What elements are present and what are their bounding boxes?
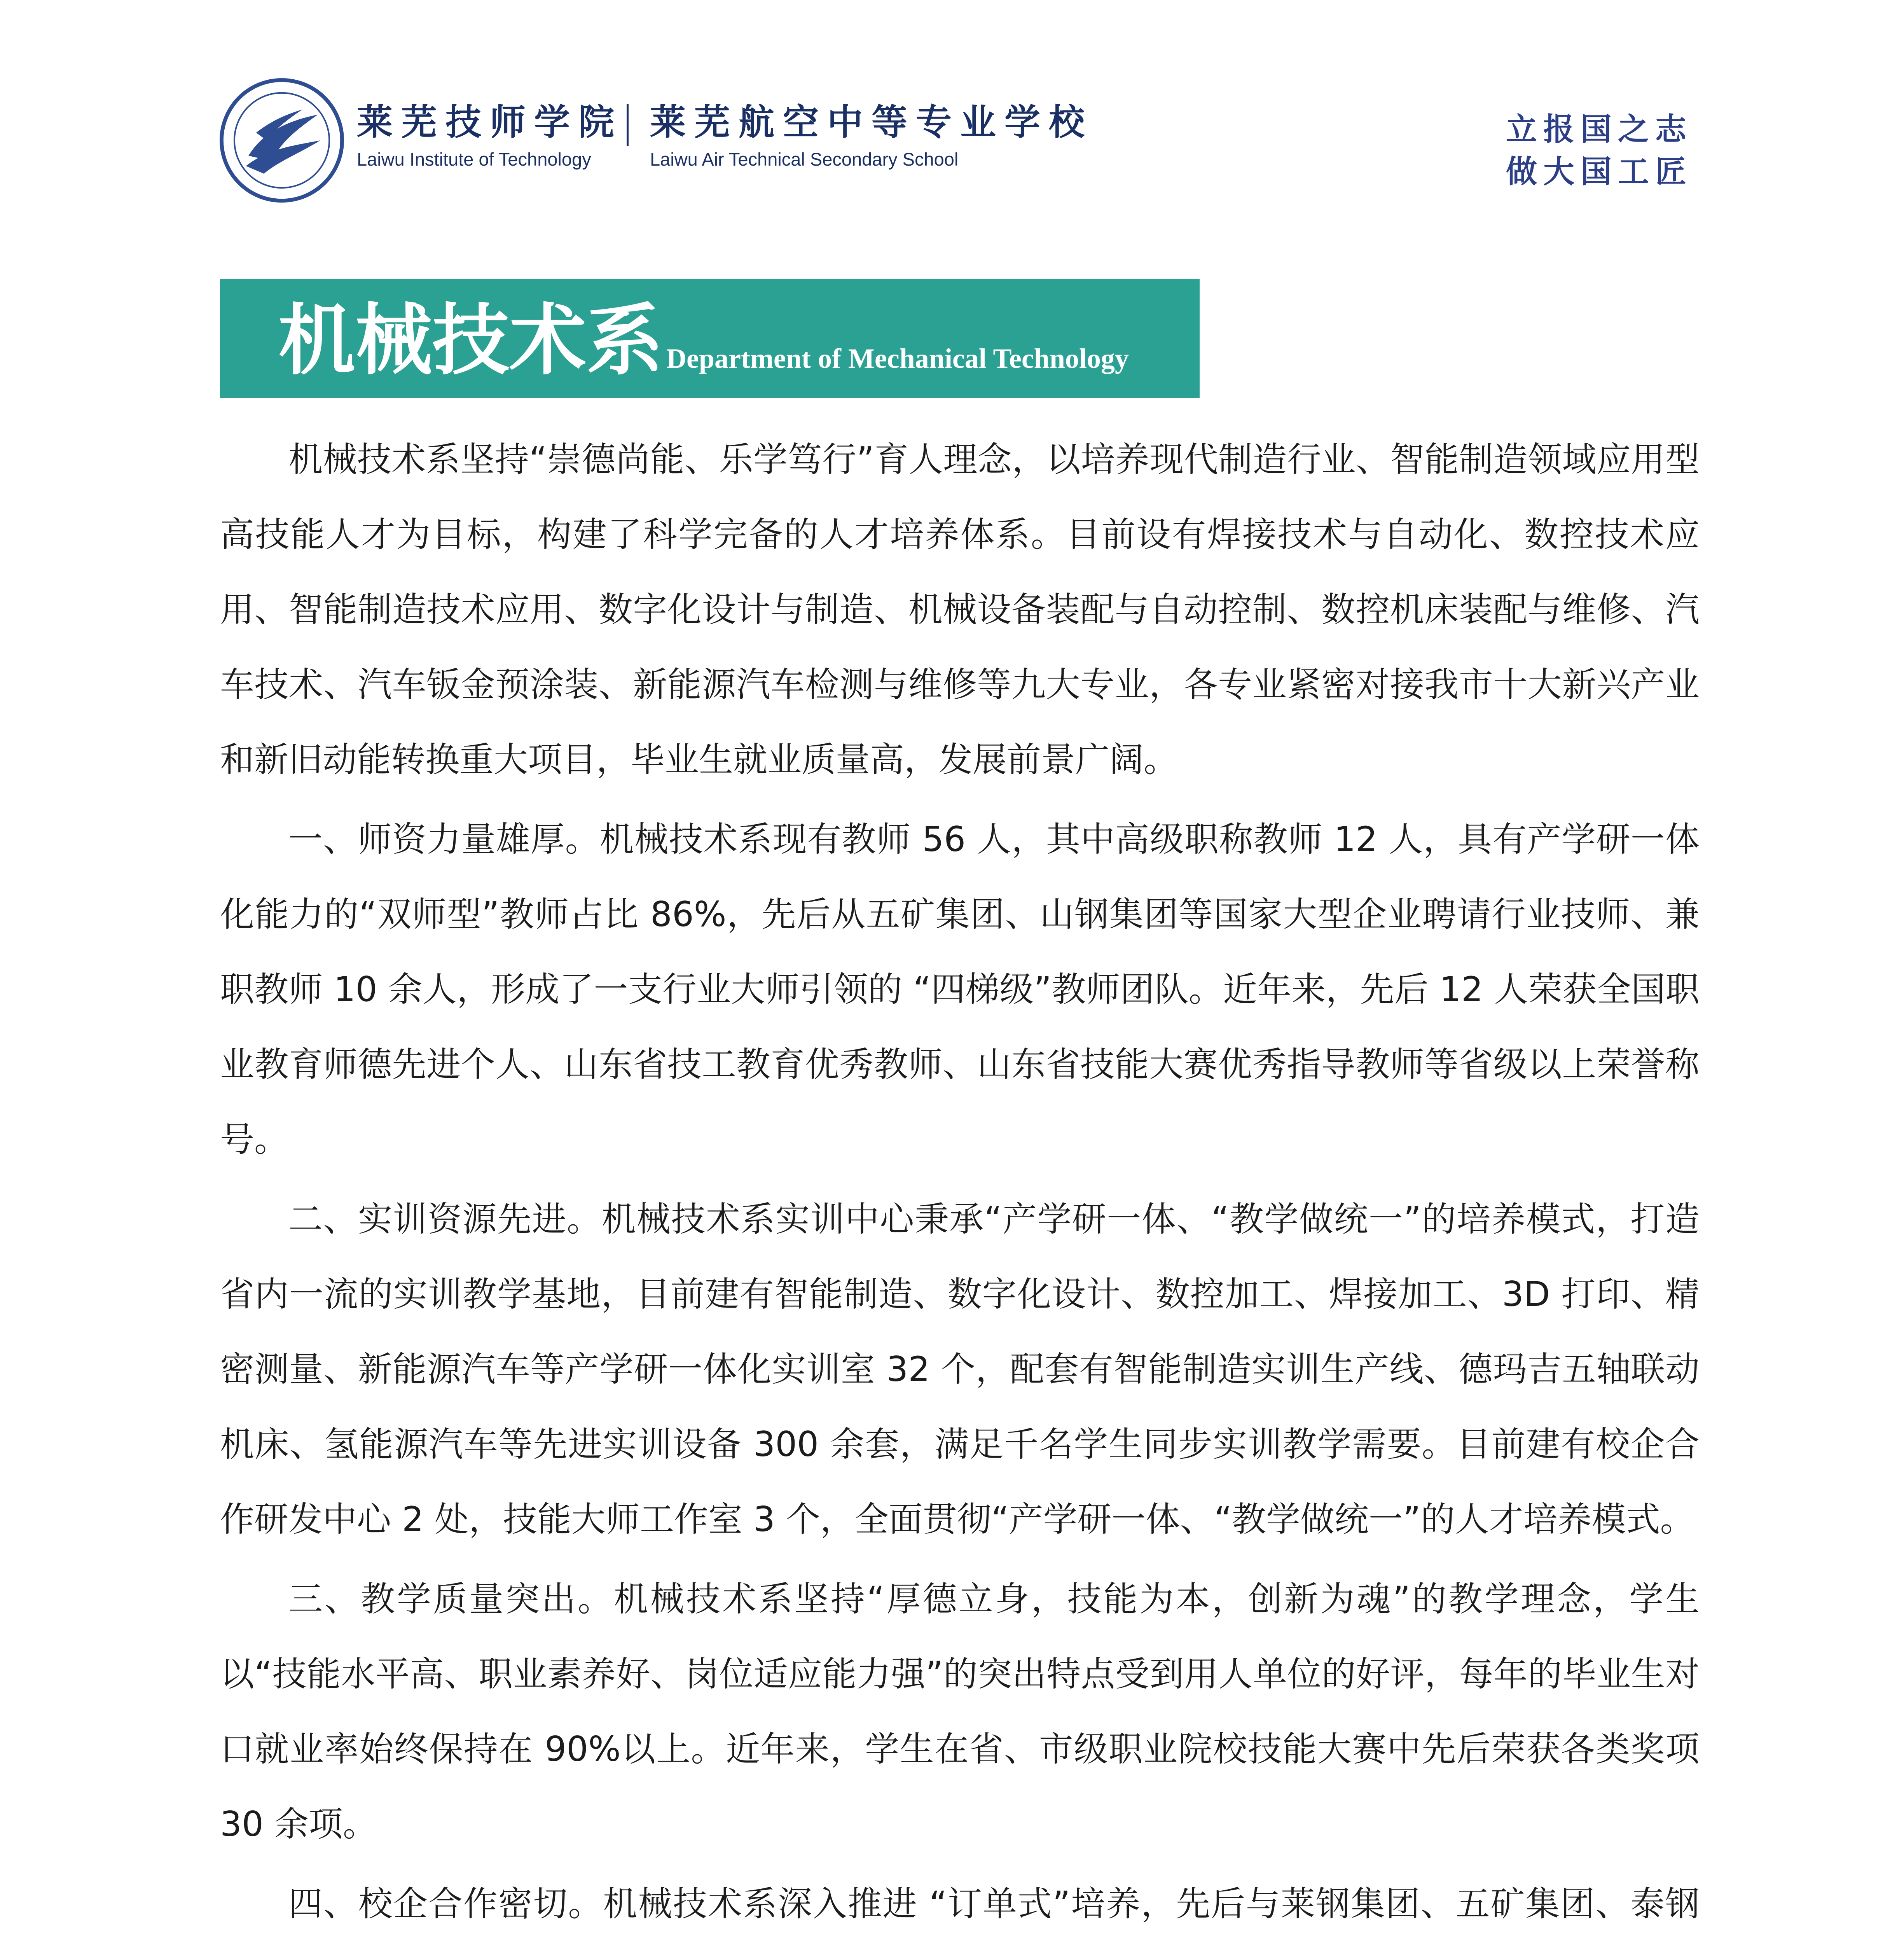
school-name-en: Laiwu Institute of Technology (357, 149, 591, 170)
slogan-line: 做大国工匠 (1506, 153, 1693, 190)
teaching-quality-paragraph: 三、教学质量突出。机械技术系坚持“厚德立身，技能为本，创新为魂”的教学理念，学生以“技能水平高、职业素养好、岗位适应能力强”的突出特点受到用人单位的好评，每年的毕业生对口就业率始终保持在 90%以上。近年来，学生在省、市级职业院校技能大赛中先后荣获各类奖项 30 余项。 (220, 1579, 1700, 1844)
header-divider (627, 104, 629, 146)
school-name-laiwu-air (650, 101, 1093, 170)
school-name-cn: 莱芜航空中等专业学校 (650, 101, 1093, 143)
section-title-cn: 机械技术系 (278, 295, 663, 385)
article-body (220, 422, 1700, 1944)
school-name-laiwu-institute (357, 101, 623, 170)
page-header (0, 0, 1904, 218)
school-logo-icon (218, 76, 346, 205)
intro-paragraph: 机械技术系坚持“崇德尚能、乐学笃行”育人理念，以培养现代制造行业、智能制造领域应用型高技能人才为目标，构建了科学完备的人才培养体系。目前设有焊接技术与自动化、数控技术应用、智能制造技术应用、数字化设计与制造、机械设备装配与自动控制、数控机床装配与维修、汽车技术、汽车钣金预涂装、新能源汽车检测与维修等九大专业，各专业紧密对接我市十大新兴产业和新旧动能转换重大项目，毕业生就业质量高，发展前景广阔。 (220, 439, 1700, 780)
slogan-line: 立报国之志 (1506, 111, 1693, 147)
industry-cooperation-paragraph: 四、校企合作密切。机械技术系深入推进 “订单式”培养，先后与莱钢集团、五矿集团、泰钢 (288, 1884, 1700, 1924)
school-name-en: Laiwu Air Technical Secondary School (650, 149, 959, 170)
section-title-en: Department of Mechanical Technology (666, 343, 1129, 374)
training-resources-paragraph: 二、实训资源先进。机械技术系实训中心秉承“产学研一体、“教学做统一”的培养模式，打造省内一流的实训教学基地，目前建有智能制造、数字化设计、数控加工、焊接加工、3D 打印、精密测量、新能源汽车等产学研一体化实训室 32 个，配套有智能制造实训生产线、德玛吉五轴联动机床、氢能源汽车等先进实训设备 300 余套，满足千名学生同步实训教学需要。目前建有校企合作研发中心 2 处，技能大师工作室 3 个，全面贯彻“产学研一体、“教学做统一”的人才培养模式。 (220, 1199, 1700, 1539)
slogan (1506, 108, 1693, 193)
school-name-cn: 莱芜技师学院 (357, 101, 623, 143)
section-title-banner (220, 279, 1200, 398)
faculty-paragraph: 一、师资力量雄厚。机械技术系现有教师 56 人，其中高级职称教师 12 人，具有产学研一体化能力的“双师型”教师占比 86%，先后从五矿集团、山钢集团等国家大型企业聘请行业技师、兼职教师 10 余人，形成了一支行业大师引领的 “四梯级”教师团队。近年来，先后 12 人荣获全国职业教育师德先进个人、山东省技工教育优秀教师、山东省技能大赛优秀指导教师等省级以上荣誉称号。 (220, 819, 1700, 1159)
